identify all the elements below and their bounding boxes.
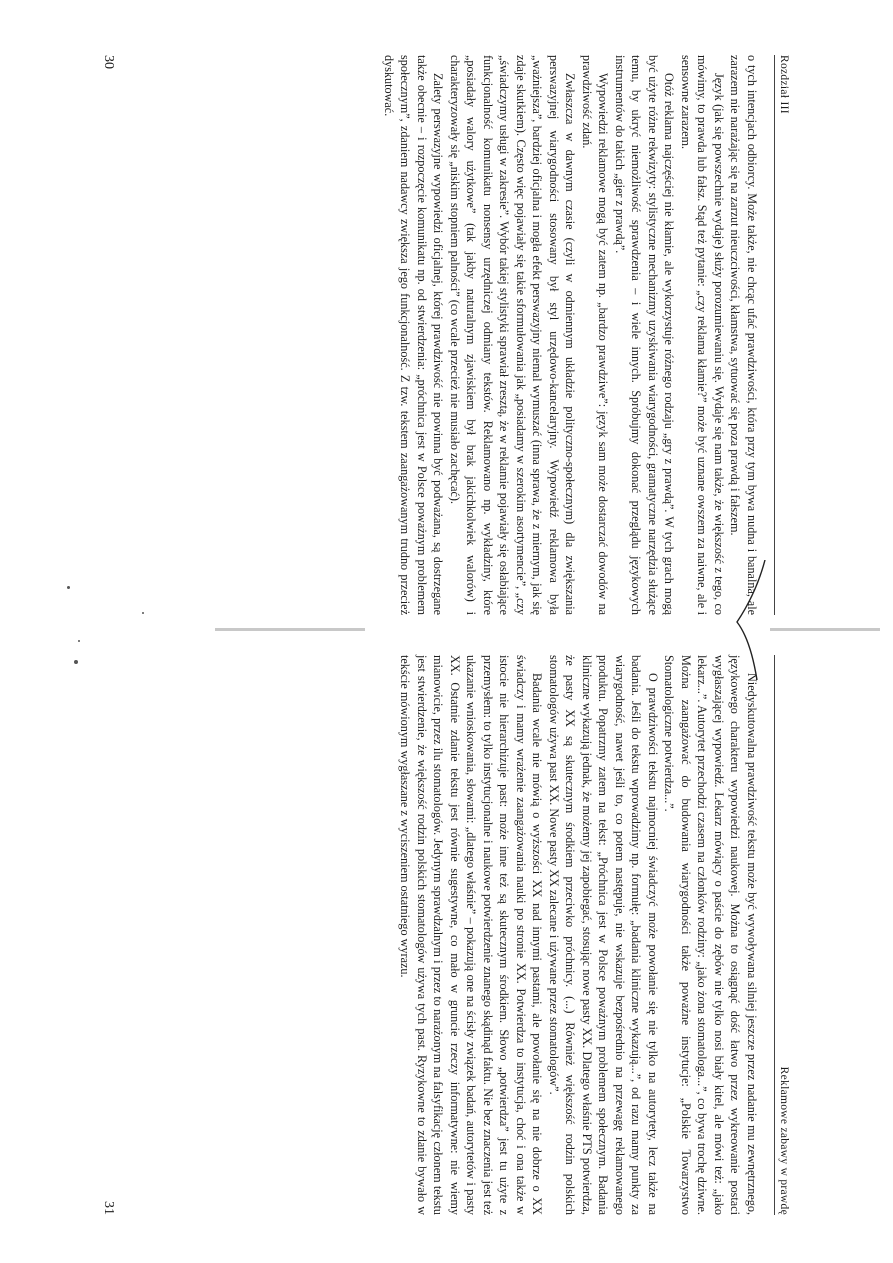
fold-shadow <box>770 628 880 631</box>
paragraph: O prawdziwości tekstu najmocniej świadczyć może powołanie się nie tylko na autorytety, lecz także na badania. Jeśli do tekstu wprowadzimy np. formułę: „badania kliniczne wykazują...”, od razu mamy punkty za wiarygodność, nawet jeśli to, co potem następuje, nie wskazuje bezpośrednio na przewagę reklamowanego produktu. Popatrzmy zatem na tekst: „Próchnica jest w Polsce poważnym problemem społecznym. Badania kliniczne wykazują jednak, że możemy jej zapobiegać, stosując nowe pasty XX. Dlatego właśnie PTS potwierdza, że pasty XX są skutecznym środkiem przeciwko próchnicy. (...) Również większość rodzin polskich stomatologów używa past XX. Nowe pasty XX zalecane i używane przez stomatologów”. <box>547 655 660 1215</box>
left-page-text <box>381 55 761 615</box>
scan-speck <box>74 660 78 664</box>
page-number-right: 31 <box>101 1201 116 1215</box>
right-page <box>101 655 790 1215</box>
paragraph: o tych intencjach odbiorcy. Może także, nie chcąc ufać prawdziwości, która przy tym bywa nudna i banalna, ale zarazem nie narażając się na zarzut nieuczciwości, kłamstwa, sytuować się poza prawdą i fałszem. <box>728 55 759 615</box>
spine-curve <box>735 560 775 680</box>
fold-shadow <box>215 628 365 631</box>
scan-speck <box>67 586 70 589</box>
left-page <box>101 55 790 615</box>
scan-speck <box>78 640 80 642</box>
right-page-text <box>397 655 760 1215</box>
running-head-left: Rozdział III <box>774 55 790 615</box>
paragraph: Niedyskutowalna prawdziwość tekstu może być wywoływana silniej jeszcze przez nadanie mu zewnętrznego, językowego charakteru wypowiedzi naukowej. Można to osiągnąć dość łatwo przez wykreowanie postaci wygłaszającej wypowiedź. Lekarz mówiący o paście do zębów nie tylko nosi biały kitel, ale mówi też: „jako lekarz...”. Autorytet przechodzi czasem na członków rodziny: „jako żona stomatologa...”, co bywa trochę dziwne. Można zaangażować do budowania wiarygodności także poważne instytucje: „Polskie Towarzystwo Stomatologiczne potwierdza...”. <box>662 655 759 1215</box>
scan-speck <box>142 612 144 614</box>
paragraph: Badania wcale nie mówią o wyższości XX nad innymi pastami, ale powołanie się na nie dobrze o XX świadczy i mamy wrażenie zaangażowania nauki po stronie XX. Potwierdza to instytucja, choć i ona także w istocie nie hierarchizuje past: może inne też są skutecznym środkiem. Słowo „potwierdza” jest tu użyte z przemysłem: to tylko instytucjonalne i naukowe potwierdzenie znanego skądinąd faktu. Nie bez znaczenia jest też ukazanie wnioskowania, słowami: „dlatego właśnie” – pokazują one na ścisły związek badań, autorytetów i pasty XX. Ostatnie zdanie tekstu jest równie sugestywne, co mało w gruncie rzeczy informatywne: nie wiemy mianowicie, przez ilu stomatologów. Jedynym sprawdzalnym i przez to narażonym na falsyfikację członem tekstu jest stwierdzenie, że większość rodzin polskich stomatologów używa tych past. Ryzykowne to zdanie bywało w tekście mówionym wygłaszane z wyciszeniem ostatniego wyrazu. <box>398 655 545 1215</box>
paragraph: Wypowiedzi reklamowe mogą być zatem np. „bardzo prawdziwe”: język sam może dostarczać dowodów na prawdziwość zdań. <box>580 55 611 615</box>
page-number-left: 30 <box>101 55 116 69</box>
paragraph: Otóż reklama najczęściej nie kłamie, ale wykorzystuje różnego rodzaju „gry z prawdą”. W tych grach mogą być użyte różne rekwizyty: stylistyczne mechanizmy uzyskiwania wiarygodności, gramatyczne narzędzia służące temu, by ukryć niemożliwość sprawdzenia – i wiele innych. Spróbujmy dokonać przeglądu językowych instrumentów do takich „gier z prawdą”. <box>613 55 677 615</box>
paragraph: Zalety perswazyjne wypowiedzi oficjalnej, której prawdziwość nie powinna być podważana, są dostrzegane także obecnie – i rozpoczęcie komunikatu np. od stwierdzenia: „próchnica jest w Polsce poważnym problemem społecznym”, zdaniem nadawcy zwiększa jego funkcjonalność. Z tzw. tekstem zaangażowanym trudno przecież dyskutować. <box>382 55 446 615</box>
running-head-right: Reklamowe zabawy w prawdę <box>774 655 790 1215</box>
paragraph: Język (jak się powszechnie wydaje) służy porozumiewaniu się. Wydaje się nam także, że większość z tego, co mówimy, to prawda lub fałsz. Stąd też pytanie: „czy reklama kłamie?” może być uznane owszem za naiwne, ale i sensowne zarazem. <box>679 55 726 615</box>
paragraph: Zwłaszcza w dawnym czasie (czyli w odmiennym układzie polityczno-społecznym) dla zwiększania perswazyjnej wiarygodności stosowany był styl urzędowo-kancelaryjny. Wypowiedź reklamowa była „ważniejsza”, bardziej oficjalna i mogła efekt perswazyjny niemal wymuszać (inna sprawa, że z miernym, jak się zdaje skutkiem). Często więc pojawiały się takie sformułowania jak „posiadamy w szerokim asortymencie”, „czy „świadczymy usługi w zakresie”. Wybór takiej stylistyki sprawiał zresztą, że w reklamie pojawiały się osłabiające funkcjonalność komunikatu nonsensy urzędniczej odmiany tekstów. Reklamowano np. wykładziny, które „posiadały walory użytkowe” (tak jakby naturalnym zjawiskiem był brak jakichkolwiek walorów) i charakteryzowały się „niskim stopniem palności” (co wcale przecież nie musiało zachęcać). <box>448 55 578 615</box>
